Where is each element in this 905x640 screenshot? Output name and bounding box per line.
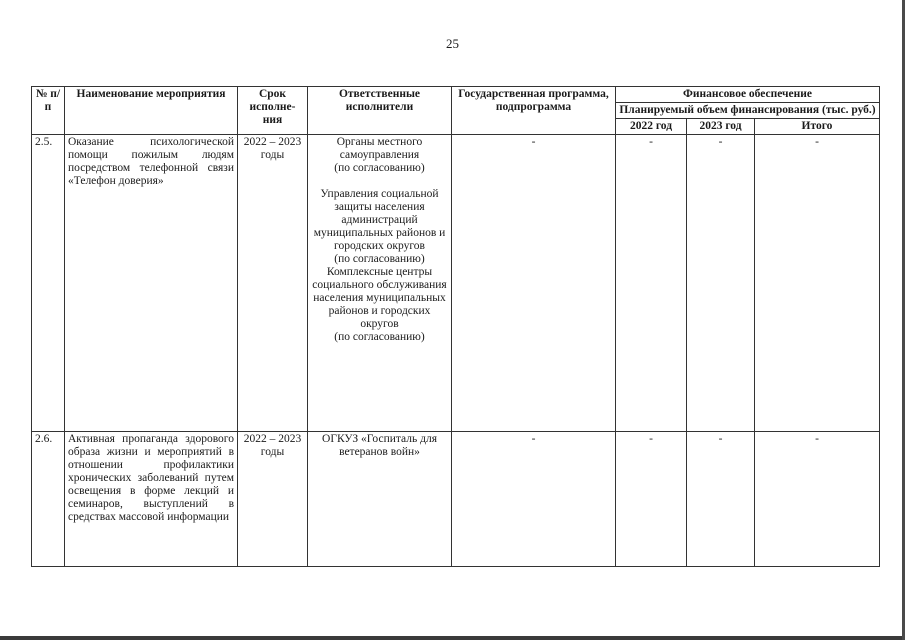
activity-executors <box>308 135 452 432</box>
finance-2022: - <box>616 432 687 567</box>
activity-term: 2022 – 2023 годы <box>238 432 308 567</box>
activity-name: Оказание психологической помощи пожилым людям посредством телефонной связи «Телефон доверия» <box>65 135 238 432</box>
executor-spacer <box>311 175 448 188</box>
header-num: № п/п <box>32 87 65 135</box>
executor-line: Комплексные центры социального обслуживания населения муниципальных районов и городских округов <box>312 266 447 330</box>
header-program: Государственная программа, подпрограмма <box>452 87 616 135</box>
table-row <box>32 135 880 432</box>
header-executors: Ответственные исполнители <box>308 87 452 135</box>
finance-total: - <box>755 135 880 432</box>
header-year-2023: 2023 год <box>687 119 755 135</box>
header-finance: Финансовое обеспечение <box>616 87 880 103</box>
executor-line: (по согласованию) <box>334 253 425 265</box>
row-number: 2.6. <box>32 432 65 567</box>
activity-name: Активная пропаганда здорового образа жизни и мероприятий в отношении профилактики хронических заболеваний путем освещения в форме лекций и семинаров, выступлений в средствах массовой информации <box>65 432 238 567</box>
executor-line: (по согласованию) <box>334 162 425 174</box>
scan-edge-bottom <box>0 636 905 640</box>
executor-line: Управления социальной защиты населения администраций муниципальных районов и городских округов <box>313 188 446 252</box>
executor-line: ОГКУЗ «Госпиталь для ветеранов войн» <box>322 433 437 458</box>
executor-line: (по согласованию) <box>334 331 425 343</box>
activity-executors <box>308 432 452 567</box>
activities-table <box>31 86 880 567</box>
activity-program: - <box>452 135 616 432</box>
table-row <box>32 432 880 567</box>
finance-2023: - <box>687 432 755 567</box>
header-planned: Планируемый объем финансирования (тыс. руб.) <box>616 103 880 119</box>
finance-2023: - <box>687 135 755 432</box>
activity-term: 2022 – 2023 годы <box>238 135 308 432</box>
activity-program: - <box>452 432 616 567</box>
header-total: Итого <box>755 119 880 135</box>
finance-total: - <box>755 432 880 567</box>
finance-2022: - <box>616 135 687 432</box>
header-year-2022: 2022 год <box>616 119 687 135</box>
header-term: Срок исполне- ния <box>238 87 308 135</box>
row-number: 2.5. <box>32 135 65 432</box>
page-number: 25 <box>446 36 459 51</box>
executor-line: Органы местного самоуправления <box>336 136 423 161</box>
header-name: Наименование мероприятия <box>65 87 238 135</box>
